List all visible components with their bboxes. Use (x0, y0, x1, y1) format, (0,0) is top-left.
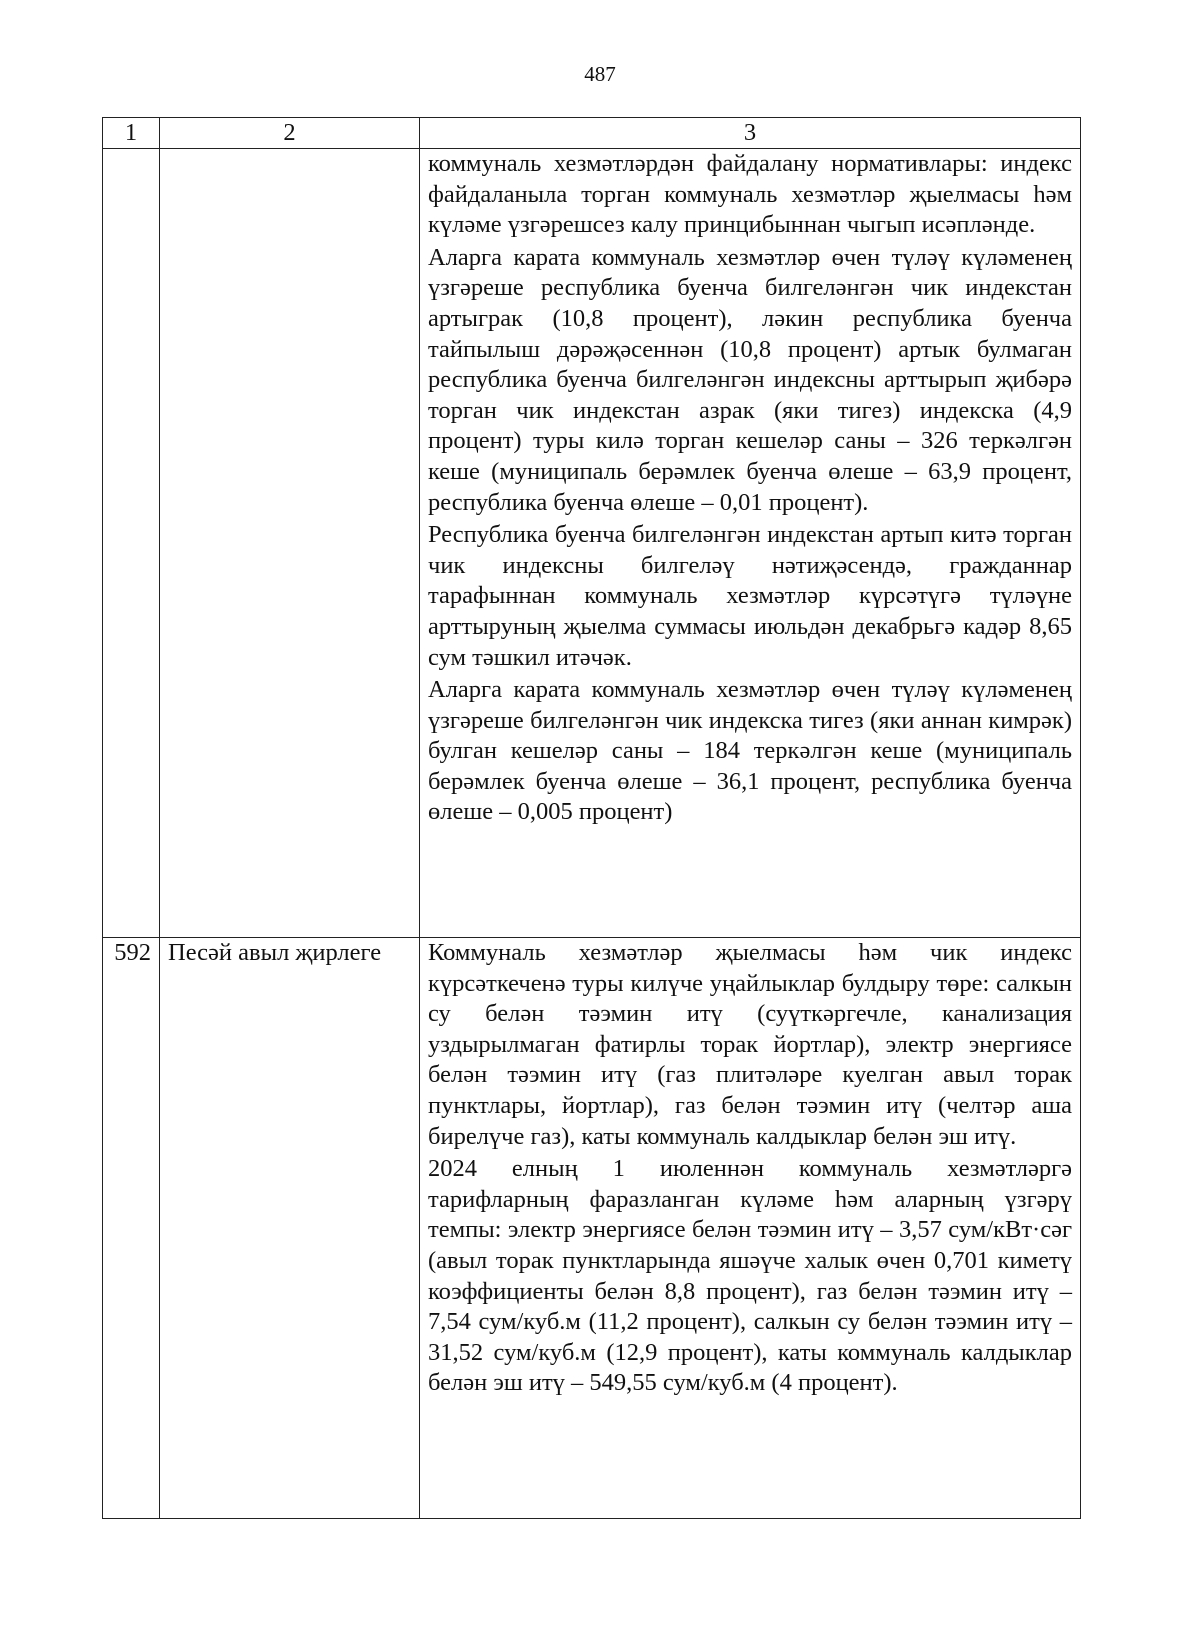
description-paragraph: Коммуналь хезмәтләр җыелмасы һәм чик индекс күрсәткеченә туры килүче уңайлыклар булдыру төре: салкын су белән тәэмин итү (суүткәргечле, канализация уздырылмаган фатирлы торак йортлар), электр энергиясе белән тәэмин итү (газ плитәләре куелган авыл торак пунктлары, йортлар), газ белән тәэмин итү (челтәр аша бирелүче газ), каты коммуналь калдыклар белән эш итү. (428, 939, 1072, 1150)
table-row (103, 938, 1081, 1519)
column-header-3: 3 (420, 118, 1081, 149)
document-table (102, 117, 1081, 1519)
row-number-cell: 592 (103, 938, 160, 1519)
description-paragraph: Аларга карата коммуналь хезмәтләр өчен түләү күләменең үзгәреше билгеләнгән чик индекска тигез (яки аннан кимрәк) булган кешеләр саны – 184 теркәлгән кеше (муниципаль берәмлек буенча өлеше – 36,1 процент, республика буенча өлеше – 0,005 процент) (428, 676, 1072, 826)
description-paragraph: коммуналь хезмәтләрдән файдалану нормативлары: индекс файдаланыла торган коммуналь хезмәтләр җыелмасы һәм күләме үзгәрешсез калу принцибыннан чыгып исәпләнде. (428, 150, 1072, 239)
description-paragraph: Республика буенча билгеләнгән индекстан артып китә торган чик индексны билгеләү нәтиҗәсендә, гражданнар тарафыннан коммуналь хезмәтләр күрсәтүгә түләүне арттыруның җыелма суммасы июльдән декабрьгә кадәр 8,65 сум тәшкил итәчәк. (428, 521, 1072, 671)
settlement-name-cell (160, 149, 420, 938)
settlement-name-cell: Песәй авыл җирлеге (160, 938, 420, 1519)
description-paragraph: Аларга карата коммуналь хезмәтләр өчен түләү күләменең үзгәреше республика буенча билгеләнгән чик индекстан артыграк (10,8 процент), ләкин республика буенча тайпылыш дәрәҗәсеннән (10,8 процент) артык булмаган республика буенча билгеләнгән индексны арттырып җибәрә торган чик индекстан азрак (яки тигез) индекска (4,9 процент) туры килә торган кешеләр саны – 326 теркәлгән кеше (муниципаль берәмлек буенча өлеше – 63,9 процент, республика буенча өлеше – 0,01 процент). (428, 243, 1072, 516)
table-row (103, 149, 1081, 938)
row-number-cell (103, 149, 160, 938)
description-cell (420, 149, 1081, 938)
description-paragraph: 2024 елның 1 июленнән коммуналь хезмәтләргә тарифларның фаразланган күләме һәм аларның үзгәрү темпы: электр энергиясе белән тәэмин итү – 3,57 сум/кВт·сәг (авыл торак пунктларында яшәүче халык өчен 0,701 киметү коэффициенты белән 8,8 процент), газ белән тәэмин итү – 7,54 сум/куб.м (11,2 процент), салкын су белән тәэмин итү – 31,52 сум/куб.м (12,9 процент), каты коммуналь калдыклар белән эш итү – 549,55 сум/куб.м (4 процент). (428, 1155, 1072, 1397)
column-header-2: 2 (160, 118, 420, 149)
page-number: 487 (584, 62, 616, 86)
table-header-row (103, 118, 1081, 149)
description-cell (420, 938, 1081, 1519)
column-header-1: 1 (103, 118, 160, 149)
